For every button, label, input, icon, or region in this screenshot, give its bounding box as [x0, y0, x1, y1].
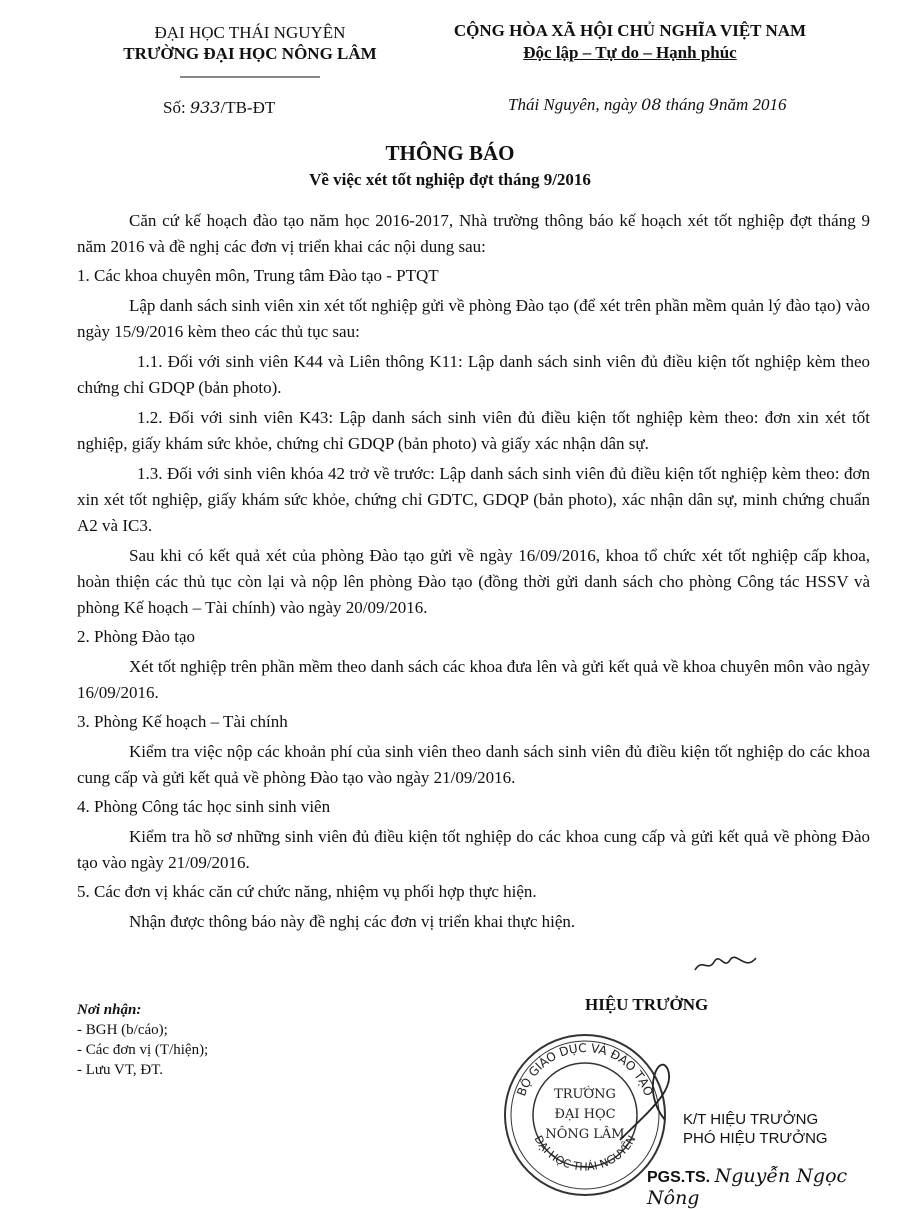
issuing-school: TRƯỜNG ĐẠI HỌC NÔNG LÂM: [123, 44, 377, 63]
section-2-paragraph: Xét tốt nghiệp trên phần mềm theo danh sách các khoa đưa lên và gửi kết quả về khoa chuyên môn vào ngày 16/09/2016.: [77, 657, 870, 702]
item-1-1: 1.1. Đối với sinh viên K44 và Liên thông K11: Lập danh sách sinh viên đủ điều kiện tốt nghiệp kèm theo chứng chỉ GDQP (bản photo).: [77, 352, 870, 397]
doc-number-handwritten: 933: [189, 98, 221, 117]
date-month-label: tháng: [661, 95, 709, 114]
item-1-3: 1.3. Đối với sinh viên khóa 42 trở về trước: Lập danh sách sinh viên đủ điều kiện tốt nghiệp kèm theo: đơn xin xét tốt nghiệp, giấy khám sức khỏe, chứng chỉ GDTC, GDQP (bản photo), xác nhận dân sự, minh chứng chuẩn A2 và IC3.: [77, 464, 870, 535]
date-month: 9: [708, 95, 719, 114]
intro-paragraph: Căn cứ kế hoạch đào tạo năm học 2016-2017, Nhà trường thông báo kế hoạch xét tốt nghiệp đợt tháng 9 năm 2016 và đề nghị các đơn vị triển khai các nội dung sau:: [77, 211, 870, 256]
signer-position: PHÓ HIỆU TRƯỞNG: [683, 1130, 828, 1147]
section-5-line: 5. Các đơn vị khác căn cứ chức năng, nhiệm vụ phối hợp thực hiện.: [77, 882, 537, 901]
recipients-heading: Nơi nhận:: [77, 1002, 142, 1018]
signer-name: [647, 1165, 900, 1209]
motto: Độc lập – Tự do – Hạnh phúc: [523, 43, 737, 62]
doc-number-label: Số:: [163, 98, 190, 117]
section-4-paragraph: Kiểm tra hồ sơ những sinh viên đủ điều kiện tốt nghiệp do các khoa cung cấp và gửi kết quả về phòng Đào tạo vào ngày 21/09/2016.: [77, 827, 870, 872]
date-day: 08: [641, 95, 662, 114]
initials-scribble: [690, 950, 760, 980]
section-1-heading: 1. Các khoa chuyên môn, Trung tâm Đào tạo - PTQT: [77, 266, 439, 285]
section-3-heading: 3. Phòng Kế hoạch – Tài chính: [77, 712, 288, 731]
signer-degree: PGS.TS.: [647, 1169, 715, 1186]
seal-center-line2: ĐẠI HỌC: [554, 1107, 616, 1122]
seal-center-line1: TRƯỜNG: [554, 1087, 616, 1102]
on-behalf-label: K/T HIỆU TRƯỞNG: [683, 1111, 819, 1128]
signer-fullname: Nguyễn Ngọc Nông: [647, 1165, 848, 1209]
signature-block: [683, 1110, 828, 1148]
issuer-underline: [100, 74, 400, 80]
section-2-heading: 2. Phòng Đào tạo: [77, 627, 196, 646]
section-1-followup: Sau khi có kết quả xét của phòng Đào tạo gửi về ngày 16/09/2016, khoa tổ chức xét tốt nghiệp cấp khoa, hoàn thiện các thủ tục còn lại và nộp lên phòng Đào tạo (đồng thời gửi danh sách cho phòng Công tác HSSV và phòng Kế hoạch – Tài chính) vào ngày 20/09/2016.: [77, 546, 870, 617]
seal-bottom-text: ĐẠI HỌC THÁI NGUYÊN: [531, 1133, 639, 1174]
recipients: [77, 1000, 208, 1080]
document-body: [77, 208, 870, 935]
date-year: năm 2016: [718, 95, 787, 114]
signature-title: HIỆU TRƯỞNG: [585, 995, 709, 1014]
national-motto: [410, 20, 850, 64]
country-name: CỘNG HÒA XÃ HỘI CHỦ NGHĨA VIỆT NAM: [453, 21, 807, 40]
recipient-item: - Các đơn vị (T/hiện);: [77, 1042, 209, 1058]
recipient-item: - Lưu VT, ĐT.: [77, 1062, 164, 1078]
recipient-item: - BGH (b/cáo);: [77, 1022, 168, 1038]
section-4-heading: 4. Phòng Công tác học sinh sinh viên: [77, 797, 331, 816]
document-title: THÔNG BÁO: [385, 141, 515, 165]
issue-date: [508, 95, 786, 115]
seal-center-line3: NÔNG LÂM: [545, 1127, 625, 1142]
section-3-paragraph: Kiểm tra việc nộp các khoản phí của sinh viên theo danh sách sinh viên đủ điều kiện tốt nghiệp do các khoa cung cấp và gửi kết quả về phòng Đào tạo vào ngày 21/09/2016.: [77, 742, 870, 787]
document-subtitle: Về việc xét tốt nghiệp đợt tháng 9/2016: [309, 170, 591, 189]
official-seal: [500, 1030, 670, 1200]
closing-line: Nhận được thông báo này đề nghị các đơn vị triển khai thực hiện.: [129, 912, 576, 931]
seal-ring-text: BỘ GIÁO DỤC VÀ ĐÀO TẠO: [514, 1040, 656, 1098]
date-place: Thái Nguyên, ngày: [508, 95, 642, 114]
doc-number-suffix: /TB-ĐT: [220, 98, 276, 117]
issuer-header: [100, 22, 400, 85]
document-number: [163, 98, 275, 118]
item-1-2: 1.2. Đối với sinh viên K43: Lập danh sách sinh viên đủ điều kiện tốt nghiệp kèm theo: đơn xin xét tốt nghiệp, giấy khám sức khỏe, chứng chỉ GDQP (bản photo) và giấy xác nhận dân sự.: [77, 408, 870, 453]
parent-university: ĐẠI HỌC THÁI NGUYÊN: [154, 23, 346, 42]
section-1-paragraph: Lập danh sách sinh viên xin xét tốt nghiệp gửi về phòng Đào tạo (để xét trên phần mềm quản lý đào tạo) vào ngày 15/9/2016 kèm theo các thủ tục sau:: [77, 296, 870, 341]
